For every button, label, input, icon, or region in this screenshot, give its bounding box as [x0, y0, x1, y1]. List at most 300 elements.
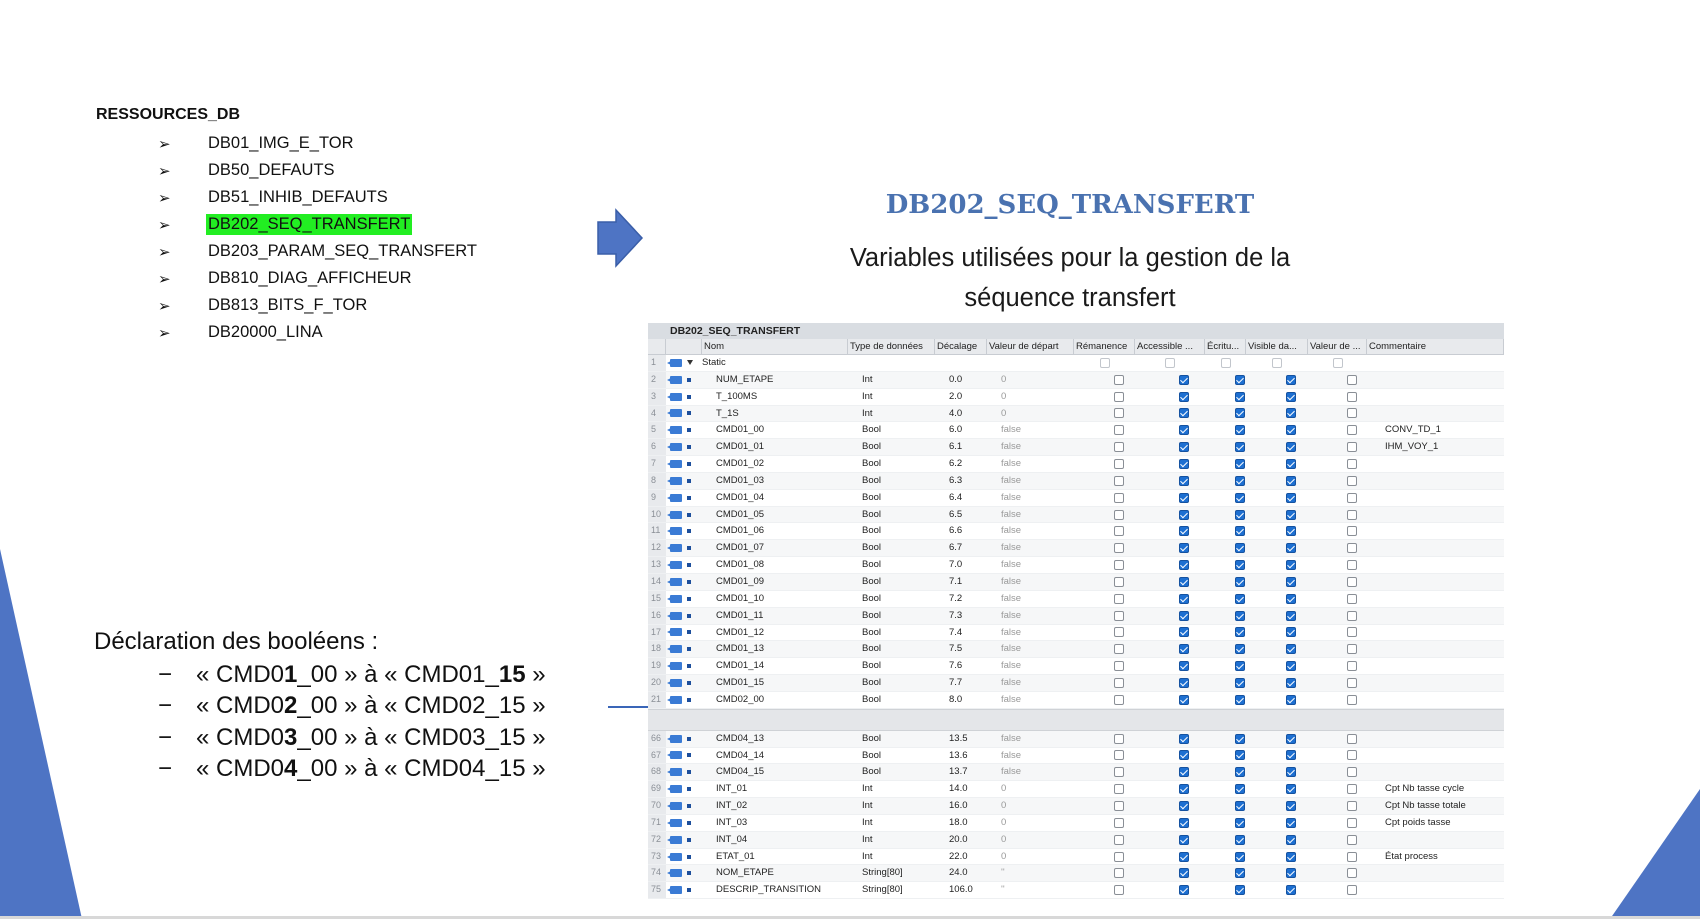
write-checkbox[interactable]: [1235, 543, 1245, 553]
row-icons: [666, 439, 702, 455]
visible-checkbox[interactable]: [1286, 425, 1296, 435]
remanence-checkbox-cell: [1088, 675, 1149, 691]
resources-item-label: DB20000_LINA: [208, 323, 323, 341]
setpoint-checkbox[interactable]: [1347, 801, 1357, 811]
accessible-checkbox[interactable]: [1179, 767, 1189, 777]
write-checkbox-cell: [1219, 781, 1260, 797]
write-checkbox[interactable]: [1221, 358, 1231, 368]
column-header[interactable]: Décalage: [935, 339, 987, 354]
accessible-checkbox[interactable]: [1179, 611, 1189, 621]
cell-comment: [1381, 406, 1504, 422]
accessible-checkbox[interactable]: [1179, 510, 1189, 520]
write-checkbox[interactable]: [1235, 835, 1245, 845]
write-checkbox[interactable]: [1235, 560, 1245, 570]
db-member-icon: [670, 544, 682, 552]
table-row[interactable]: [648, 675, 1504, 692]
resources-list-item: [158, 238, 479, 265]
setpoint-checkbox-cell: [1322, 764, 1381, 780]
accessible-checkbox[interactable]: [1179, 818, 1189, 828]
accessible-checkbox[interactable]: [1179, 885, 1189, 895]
write-checkbox[interactable]: [1235, 885, 1245, 895]
accessible-checkbox[interactable]: [1179, 476, 1189, 486]
variable-icon: [687, 580, 691, 584]
visible-checkbox[interactable]: [1286, 734, 1296, 744]
table-row[interactable]: [648, 692, 1504, 709]
remanence-checkbox[interactable]: [1114, 868, 1124, 878]
visible-checkbox[interactable]: [1286, 818, 1296, 828]
remanence-checkbox[interactable]: [1114, 885, 1124, 895]
write-checkbox[interactable]: [1235, 801, 1245, 811]
remanence-checkbox[interactable]: [1114, 560, 1124, 570]
accessible-checkbox[interactable]: [1179, 750, 1189, 760]
remanence-checkbox[interactable]: [1114, 375, 1124, 385]
visible-checkbox[interactable]: [1286, 375, 1296, 385]
table-row[interactable]: [648, 422, 1504, 439]
cell-comment: [1381, 832, 1504, 848]
setpoint-checkbox[interactable]: [1347, 510, 1357, 520]
table-row[interactable]: [648, 355, 1504, 372]
db-member-icon: [670, 679, 682, 687]
setpoint-checkbox[interactable]: [1347, 750, 1357, 760]
cell-comment: [1381, 574, 1504, 590]
cell-type: Bool: [862, 749, 882, 761]
write-checkbox[interactable]: [1235, 678, 1245, 688]
accessible-checkbox-cell: [1135, 355, 1205, 371]
accessible-checkbox-cell: [1149, 406, 1219, 422]
column-header[interactable]: Visible da...: [1246, 339, 1308, 354]
remanence-checkbox[interactable]: [1114, 392, 1124, 402]
column-header[interactable]: Commentaire: [1367, 339, 1504, 354]
accessible-checkbox[interactable]: [1179, 661, 1189, 671]
visible-checkbox-cell: [1260, 692, 1322, 708]
table-row[interactable]: [648, 658, 1504, 675]
table-row[interactable]: [648, 507, 1504, 524]
write-checkbox[interactable]: [1235, 392, 1245, 402]
table-row[interactable]: [648, 473, 1504, 490]
table-row[interactable]: [648, 865, 1504, 882]
setpoint-checkbox[interactable]: [1347, 392, 1357, 402]
cell-comment: Cpt Nb tasse totale: [1385, 800, 1466, 812]
cell-type: Bool: [862, 592, 882, 604]
accessible-checkbox-cell: [1149, 557, 1219, 573]
setpoint-checkbox[interactable]: [1347, 543, 1357, 553]
setpoint-checkbox[interactable]: [1347, 852, 1357, 862]
write-checkbox[interactable]: [1235, 661, 1245, 671]
setpoint-checkbox[interactable]: [1347, 868, 1357, 878]
row-number: 7: [648, 456, 666, 472]
cell-name: CMD01_00: [716, 424, 765, 436]
write-checkbox[interactable]: [1235, 510, 1245, 520]
visible-checkbox[interactable]: [1286, 784, 1296, 794]
write-checkbox[interactable]: [1235, 695, 1245, 705]
write-checkbox[interactable]: [1235, 526, 1245, 536]
table-row[interactable]: [648, 523, 1504, 540]
write-checkbox-cell: [1219, 540, 1260, 556]
remanence-checkbox[interactable]: [1114, 442, 1124, 452]
slide-subtitle: [780, 238, 1360, 318]
column-header[interactable]: Valeur de ...: [1308, 339, 1367, 354]
accessible-checkbox-cell: [1149, 781, 1219, 797]
declaration-text: « CMD02_00 » à « CMD02_15 »: [196, 692, 546, 720]
accessible-checkbox[interactable]: [1179, 644, 1189, 654]
db-member-icon: [670, 768, 682, 776]
accessible-checkbox-cell: [1149, 865, 1219, 881]
visible-checkbox[interactable]: [1286, 493, 1296, 503]
row-number: 15: [648, 591, 666, 607]
accessible-checkbox-cell: [1149, 456, 1219, 472]
write-checkbox[interactable]: [1235, 442, 1245, 452]
remanence-checkbox[interactable]: [1114, 750, 1124, 760]
accessible-checkbox[interactable]: [1179, 543, 1189, 553]
column-header[interactable]: [666, 339, 702, 354]
table-row[interactable]: [648, 574, 1504, 591]
cell-comment: [1381, 490, 1504, 506]
setpoint-checkbox[interactable]: [1347, 734, 1357, 744]
setpoint-checkbox[interactable]: [1347, 594, 1357, 604]
table-row[interactable]: [648, 798, 1504, 815]
write-checkbox[interactable]: [1235, 868, 1245, 878]
column-header[interactable]: Type de données: [848, 339, 935, 354]
resources-list-item: [158, 184, 479, 211]
table-row[interactable]: [648, 731, 1504, 748]
setpoint-checkbox[interactable]: [1347, 476, 1357, 486]
variable-icon: [687, 838, 691, 842]
remanence-checkbox-cell: [1088, 439, 1149, 455]
accessible-checkbox-cell: [1149, 731, 1219, 747]
collapse-triangle-icon[interactable]: [687, 360, 693, 365]
setpoint-checkbox[interactable]: [1347, 611, 1357, 621]
accessible-checkbox[interactable]: [1179, 493, 1189, 503]
cell-offset: 6.4: [949, 491, 963, 503]
visible-checkbox[interactable]: [1286, 852, 1296, 862]
write-checkbox[interactable]: [1235, 459, 1245, 469]
setpoint-checkbox[interactable]: [1347, 818, 1357, 828]
column-header[interactable]: Rémanence: [1074, 339, 1135, 354]
row-number: 1: [648, 355, 666, 371]
table-row[interactable]: [648, 557, 1504, 574]
remanence-checkbox-cell: [1088, 574, 1149, 590]
remanence-checkbox[interactable]: [1114, 476, 1124, 486]
remanence-checkbox[interactable]: [1114, 801, 1124, 811]
setpoint-checkbox[interactable]: [1347, 644, 1357, 654]
cell-offset: 7.5: [949, 643, 963, 655]
row-number: 8: [648, 473, 666, 489]
accessible-checkbox[interactable]: [1179, 835, 1189, 845]
variable-icon: [687, 462, 691, 466]
visible-checkbox[interactable]: [1286, 750, 1296, 760]
cell-name: CMD01_01: [716, 441, 765, 453]
accessible-checkbox-cell: [1149, 608, 1219, 624]
row-icons: [666, 815, 702, 831]
accessible-checkbox[interactable]: [1179, 526, 1189, 536]
write-checkbox-cell: [1219, 490, 1260, 506]
visible-checkbox-cell: [1260, 815, 1322, 831]
setpoint-checkbox[interactable]: [1347, 835, 1357, 845]
column-header[interactable]: [648, 339, 666, 354]
write-checkbox[interactable]: [1235, 852, 1245, 862]
setpoint-checkbox-cell: [1322, 591, 1381, 607]
write-checkbox[interactable]: [1235, 767, 1245, 777]
write-checkbox[interactable]: [1235, 493, 1245, 503]
remanence-checkbox[interactable]: [1114, 734, 1124, 744]
remanence-checkbox[interactable]: [1114, 577, 1124, 587]
accessible-checkbox[interactable]: [1179, 408, 1189, 418]
table-row[interactable]: [648, 781, 1504, 798]
table-row[interactable]: [648, 849, 1504, 866]
accessible-checkbox-cell: [1149, 832, 1219, 848]
cell-type: Int: [862, 407, 873, 419]
write-checkbox[interactable]: [1235, 784, 1245, 794]
setpoint-checkbox[interactable]: [1347, 560, 1357, 570]
db-member-icon: [670, 527, 682, 535]
cell-default: '': [1001, 867, 1005, 879]
accessible-checkbox[interactable]: [1179, 801, 1189, 811]
setpoint-checkbox[interactable]: [1347, 425, 1357, 435]
write-checkbox-cell: [1219, 882, 1260, 898]
remanence-checkbox[interactable]: [1114, 678, 1124, 688]
visible-checkbox[interactable]: [1286, 392, 1296, 402]
variable-icon: [687, 804, 691, 808]
remanence-checkbox[interactable]: [1114, 493, 1124, 503]
visible-checkbox[interactable]: [1286, 594, 1296, 604]
resources-item-label: DB810_DIAG_AFFICHEUR: [208, 269, 412, 287]
table-row[interactable]: [648, 608, 1504, 625]
setpoint-checkbox[interactable]: [1347, 442, 1357, 452]
visible-checkbox[interactable]: [1286, 611, 1296, 621]
variable-icon: [687, 647, 691, 651]
remanence-checkbox[interactable]: [1114, 543, 1124, 553]
write-checkbox[interactable]: [1235, 476, 1245, 486]
write-checkbox[interactable]: [1235, 408, 1245, 418]
setpoint-checkbox-cell: [1322, 372, 1381, 388]
remanence-checkbox[interactable]: [1114, 644, 1124, 654]
setpoint-checkbox[interactable]: [1347, 375, 1357, 385]
accessible-checkbox-cell: [1149, 523, 1219, 539]
row-icons: [666, 591, 702, 607]
remanence-checkbox-cell: [1088, 557, 1149, 573]
declaration-item: [158, 754, 546, 786]
table-row[interactable]: [648, 591, 1504, 608]
setpoint-checkbox[interactable]: [1347, 784, 1357, 794]
cell-name: CMD04_14: [716, 749, 765, 761]
visible-checkbox[interactable]: [1286, 560, 1296, 570]
remanence-checkbox[interactable]: [1114, 594, 1124, 604]
table-row[interactable]: [648, 641, 1504, 658]
variable-icon: [687, 546, 691, 550]
table-row[interactable]: [648, 748, 1504, 765]
remanence-checkbox-cell: [1088, 882, 1149, 898]
cell-type: Int: [862, 850, 873, 862]
setpoint-checkbox[interactable]: [1347, 885, 1357, 895]
accessible-checkbox[interactable]: [1165, 358, 1175, 368]
accessible-checkbox[interactable]: [1179, 695, 1189, 705]
cell-default: 0: [1001, 816, 1007, 828]
remanence-checkbox[interactable]: [1114, 818, 1124, 828]
accessible-checkbox[interactable]: [1179, 594, 1189, 604]
accessible-checkbox[interactable]: [1179, 375, 1189, 385]
row-number: 9: [648, 490, 666, 506]
setpoint-checkbox[interactable]: [1347, 661, 1357, 671]
write-checkbox[interactable]: [1235, 818, 1245, 828]
remanence-checkbox[interactable]: [1114, 767, 1124, 777]
visible-checkbox[interactable]: [1286, 459, 1296, 469]
visible-checkbox[interactable]: [1286, 577, 1296, 587]
visible-checkbox[interactable]: [1286, 661, 1296, 671]
visible-checkbox[interactable]: [1286, 526, 1296, 536]
visible-checkbox[interactable]: [1272, 358, 1282, 368]
visible-checkbox[interactable]: [1286, 510, 1296, 520]
accessible-checkbox[interactable]: [1179, 868, 1189, 878]
write-checkbox[interactable]: [1235, 734, 1245, 744]
visible-checkbox[interactable]: [1286, 868, 1296, 878]
visible-checkbox[interactable]: [1286, 476, 1296, 486]
table-row[interactable]: [648, 625, 1504, 642]
visible-checkbox[interactable]: [1286, 678, 1296, 688]
setpoint-checkbox[interactable]: [1347, 767, 1357, 777]
variable-icon: [687, 888, 691, 892]
variable-icon: [687, 614, 691, 618]
table-row[interactable]: [648, 406, 1504, 423]
remanence-checkbox[interactable]: [1114, 784, 1124, 794]
setpoint-checkbox-cell: [1322, 849, 1381, 865]
accessible-checkbox[interactable]: [1179, 678, 1189, 688]
write-checkbox[interactable]: [1235, 594, 1245, 604]
visible-checkbox[interactable]: [1286, 801, 1296, 811]
remanence-checkbox[interactable]: [1114, 510, 1124, 520]
row-number: 14: [648, 574, 666, 590]
visible-checkbox[interactable]: [1286, 835, 1296, 845]
visible-checkbox[interactable]: [1286, 543, 1296, 553]
visible-checkbox[interactable]: [1286, 885, 1296, 895]
column-header[interactable]: Valeur de départ: [987, 339, 1074, 354]
cell-comment: Cpt poids tasse: [1385, 816, 1451, 828]
accessible-checkbox[interactable]: [1179, 784, 1189, 794]
table-row[interactable]: [648, 389, 1504, 406]
write-checkbox-cell: [1219, 865, 1260, 881]
cell-name: CMD01_03: [716, 474, 765, 486]
write-checkbox[interactable]: [1235, 375, 1245, 385]
cell-offset: 20.0: [949, 833, 968, 845]
setpoint-checkbox[interactable]: [1347, 493, 1357, 503]
remanence-checkbox[interactable]: [1114, 627, 1124, 637]
remanence-checkbox[interactable]: [1100, 358, 1110, 368]
setpoint-checkbox[interactable]: [1347, 577, 1357, 587]
remanence-checkbox[interactable]: [1114, 695, 1124, 705]
accessible-checkbox-cell: [1149, 641, 1219, 657]
setpoint-checkbox[interactable]: [1347, 678, 1357, 688]
variable-icon: [687, 737, 691, 741]
setpoint-checkbox[interactable]: [1347, 408, 1357, 418]
accessible-checkbox-cell: [1149, 798, 1219, 814]
setpoint-checkbox[interactable]: [1347, 459, 1357, 469]
accessible-checkbox[interactable]: [1179, 560, 1189, 570]
accessible-checkbox[interactable]: [1179, 425, 1189, 435]
table-row[interactable]: [648, 815, 1504, 832]
table-row[interactable]: [648, 882, 1504, 899]
column-header[interactable]: Accessible ...: [1135, 339, 1205, 354]
dash-bullet: −: [158, 660, 173, 688]
visible-checkbox[interactable]: [1286, 408, 1296, 418]
remanence-checkbox[interactable]: [1114, 408, 1124, 418]
visible-checkbox[interactable]: [1286, 442, 1296, 452]
setpoint-checkbox[interactable]: [1347, 695, 1357, 705]
remanence-checkbox[interactable]: [1114, 526, 1124, 536]
accessible-checkbox-cell: [1149, 764, 1219, 780]
visible-checkbox[interactable]: [1286, 644, 1296, 654]
table-row[interactable]: [648, 490, 1504, 507]
accessible-checkbox[interactable]: [1179, 627, 1189, 637]
db-member-icon: [670, 578, 682, 586]
setpoint-checkbox[interactable]: [1347, 526, 1357, 536]
accessible-checkbox[interactable]: [1179, 442, 1189, 452]
column-header[interactable]: Écritu...: [1205, 339, 1246, 354]
cell-default: false: [1001, 458, 1022, 470]
accessible-checkbox[interactable]: [1179, 734, 1189, 744]
cell-name: CMD04_13: [716, 732, 765, 744]
visible-checkbox[interactable]: [1286, 767, 1296, 777]
visible-checkbox[interactable]: [1286, 695, 1296, 705]
cell-name: CMD01_06: [716, 525, 765, 537]
visible-checkbox-cell: [1260, 372, 1322, 388]
write-checkbox-cell: [1219, 557, 1260, 573]
visible-checkbox-cell: [1260, 507, 1322, 523]
accessible-checkbox-cell: [1149, 658, 1219, 674]
table-row[interactable]: [648, 832, 1504, 849]
write-checkbox[interactable]: [1235, 750, 1245, 760]
cell-comment: [1381, 523, 1504, 539]
visible-checkbox-cell: [1260, 641, 1322, 657]
resources-list-item: [158, 211, 479, 238]
table-row[interactable]: [648, 540, 1504, 557]
write-checkbox[interactable]: [1235, 425, 1245, 435]
write-checkbox-cell: [1219, 473, 1260, 489]
table-row[interactable]: [648, 456, 1504, 473]
accessible-checkbox[interactable]: [1179, 459, 1189, 469]
table-rows-top: [648, 355, 1504, 709]
db-member-icon: [670, 561, 682, 569]
row-number: 17: [648, 625, 666, 641]
column-header[interactable]: Nom: [702, 339, 848, 354]
write-checkbox[interactable]: [1235, 644, 1245, 654]
variable-icon: [687, 496, 691, 500]
remanence-checkbox[interactable]: [1114, 661, 1124, 671]
row-number: 12: [648, 540, 666, 556]
table-row[interactable]: [648, 439, 1504, 456]
visible-checkbox[interactable]: [1286, 627, 1296, 637]
accessible-checkbox[interactable]: [1179, 852, 1189, 862]
setpoint-checkbox[interactable]: [1333, 358, 1343, 368]
variable-icon: [687, 428, 691, 432]
remanence-checkbox-cell: [1088, 490, 1149, 506]
accessible-checkbox[interactable]: [1179, 577, 1189, 587]
write-checkbox[interactable]: [1235, 627, 1245, 637]
remanence-checkbox[interactable]: [1114, 852, 1124, 862]
write-checkbox[interactable]: [1235, 611, 1245, 621]
cell-default: 0: [1001, 800, 1007, 812]
table-row[interactable]: [648, 764, 1504, 781]
accessible-checkbox-cell: [1149, 389, 1219, 405]
remanence-checkbox[interactable]: [1114, 425, 1124, 435]
variable-icon: [687, 479, 691, 483]
table-row[interactable]: [648, 372, 1504, 389]
remanence-checkbox[interactable]: [1114, 459, 1124, 469]
accessible-checkbox[interactable]: [1179, 392, 1189, 402]
write-checkbox[interactable]: [1235, 577, 1245, 587]
remanence-checkbox[interactable]: [1114, 835, 1124, 845]
remanence-checkbox[interactable]: [1114, 611, 1124, 621]
setpoint-checkbox[interactable]: [1347, 627, 1357, 637]
cell-default: false: [1001, 660, 1022, 672]
